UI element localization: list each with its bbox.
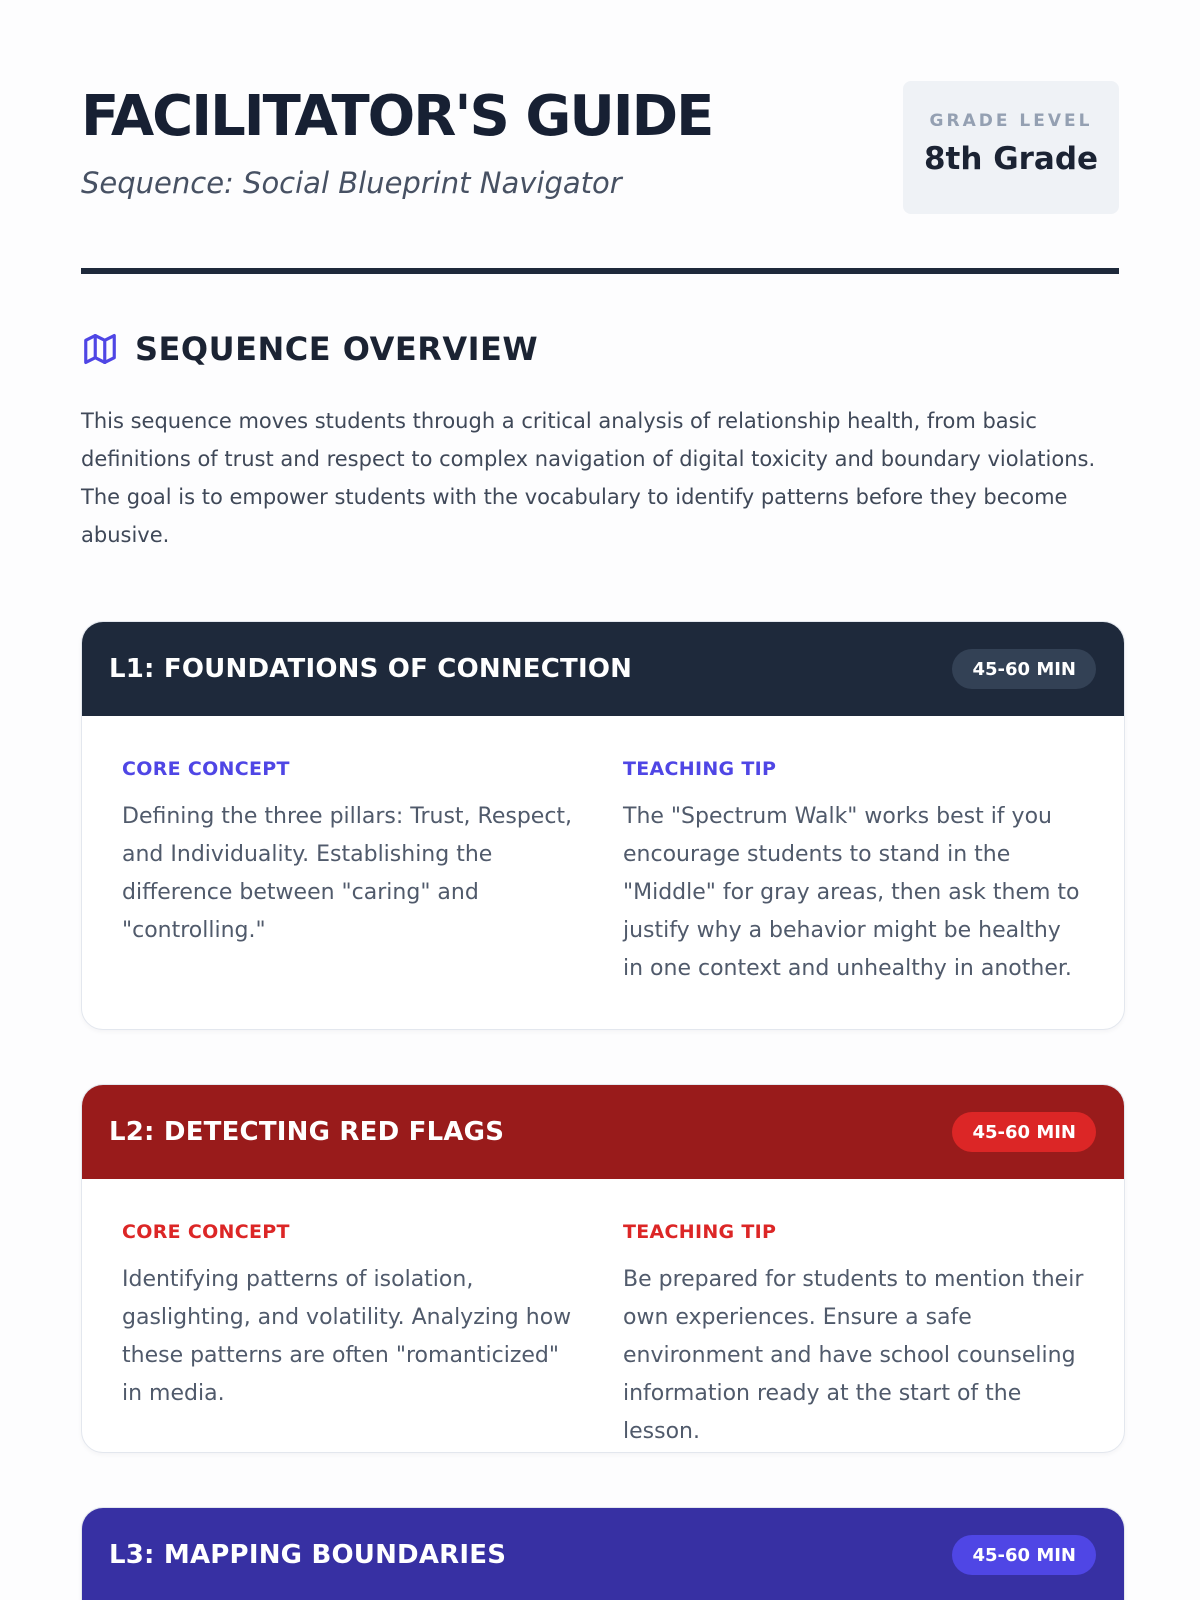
teaching-tip-column bbox=[623, 1221, 1084, 1451]
duration-badge: 45-60 MIN bbox=[952, 1535, 1096, 1575]
lesson-card-1 bbox=[81, 621, 1125, 1030]
grade-level-label: GRADE LEVEL bbox=[929, 111, 1093, 131]
overview-text: This sequence moves students through a critical analysis of relationship health, from basic definitions of trust and respect to complex navigation of digital toxicity and boundary violations. The goal is to empower students with the vocabulary to identify patterns before they become abusive. bbox=[81, 409, 1096, 547]
lesson-title: L2: DETECTING RED FLAGS bbox=[109, 1117, 505, 1147]
overview-heading bbox=[81, 330, 538, 368]
core-concept-column bbox=[122, 758, 623, 988]
lesson-card-2 bbox=[81, 1084, 1125, 1453]
core-concept-label: CORE CONCEPT bbox=[122, 758, 290, 780]
page-header bbox=[81, 0, 1119, 274]
lesson-card-header bbox=[82, 1508, 1124, 1600]
grade-level-box bbox=[903, 81, 1119, 214]
teaching-tip-text: The "Spectrum Walk" works best if you encourage students to stand in the "Middle" for gray areas, then ask them to justify why a behavior might be healthy in one context and unhealthy in another. bbox=[623, 804, 1080, 981]
teaching-tip-label: TEACHING TIP bbox=[623, 1221, 777, 1243]
teaching-tip-column bbox=[623, 758, 1084, 988]
lesson-title: L3: MAPPING BOUNDARIES bbox=[109, 1540, 507, 1570]
map-icon bbox=[81, 330, 119, 368]
core-concept-label: CORE CONCEPT bbox=[122, 1221, 290, 1243]
duration-badge: 45-60 MIN bbox=[952, 1112, 1096, 1152]
teaching-tip-text: Be prepared for students to mention their own experiences. Ensure a safe environment and have school counseling information ready at the start of the lesson. bbox=[623, 1267, 1084, 1444]
lesson-card-header bbox=[82, 1085, 1124, 1179]
duration-badge: 45-60 MIN bbox=[952, 649, 1096, 689]
lesson-card-header bbox=[82, 622, 1124, 716]
teaching-tip-label: TEACHING TIP bbox=[623, 758, 777, 780]
lesson-card-body bbox=[82, 716, 1124, 1028]
page-subtitle: Sequence: Social Blueprint Navigator bbox=[81, 166, 622, 200]
grade-level-value: 8th Grade bbox=[923, 141, 1099, 177]
core-concept-text: Defining the three pillars: Trust, Respect, and Individuality. Establishing the difference between "caring" and "controlling." bbox=[122, 804, 573, 943]
core-concept-text: Identifying patterns of isolation, gaslighting, and volatility. Analyzing how these patterns are often "romanticized" in media. bbox=[122, 1267, 572, 1406]
page-title: FACILITATOR'S GUIDE bbox=[81, 84, 713, 149]
lesson-card-3 bbox=[81, 1507, 1125, 1600]
header-divider bbox=[81, 268, 1119, 274]
overview-title: SEQUENCE OVERVIEW bbox=[135, 330, 539, 368]
lesson-title: L1: FOUNDATIONS OF CONNECTION bbox=[109, 654, 633, 684]
lesson-card-body bbox=[82, 1179, 1124, 1453]
core-concept-column bbox=[122, 1221, 623, 1451]
